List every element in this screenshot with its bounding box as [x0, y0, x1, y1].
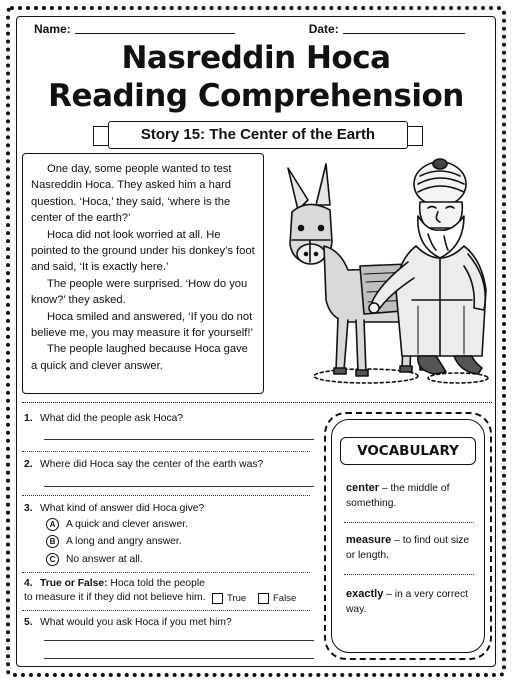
story-paragraph: The people laughed because Hoca gave a quick and clever answer. — [31, 343, 248, 372]
answer-option-c[interactable] — [46, 553, 143, 566]
false-checkbox[interactable] — [258, 593, 269, 604]
option-text: No answer at all. — [66, 554, 143, 565]
question-divider — [22, 495, 310, 496]
vocab-divider — [344, 522, 474, 523]
story-text-box — [22, 153, 264, 394]
question-divider — [22, 451, 310, 452]
vocab-item — [346, 481, 472, 511]
vocab-definition: – to find out size or length. — [346, 535, 470, 561]
story-paragraph: Hoca smiled and answered, ‘If you do not believe me, you may measure it for yourself!’ — [31, 310, 253, 340]
question-number: 5. — [24, 617, 33, 628]
story-paragraph: One day, some people wanted to test Nasreddin Hoca. They asked him a hard question. ‘Hoca,’ they said, ‘where is the center of the earth?’ — [31, 163, 232, 225]
section-divider — [22, 402, 492, 403]
vocab-word: center — [346, 482, 380, 494]
question-4 — [24, 577, 214, 605]
answer-line[interactable] — [44, 658, 314, 659]
question-divider — [22, 572, 310, 573]
option-letter-circle[interactable]: B — [46, 535, 59, 548]
name-label: Name: — [34, 22, 71, 36]
question-number: 1. — [24, 413, 33, 424]
false-option[interactable] — [258, 593, 296, 604]
vocab-definition: – in a very correct way. — [346, 589, 469, 615]
story-banner: Story 15: The Center of the Earth — [108, 121, 408, 149]
question-text: What would you ask Hoca if you met him? — [40, 617, 232, 628]
answer-option-a[interactable] — [46, 518, 188, 531]
question-2-answer-area — [24, 458, 310, 488]
date-field[interactable] — [343, 22, 465, 34]
question-number: 2. — [24, 459, 33, 470]
name-field[interactable] — [75, 22, 235, 34]
question-text: Hoca told the people to measure it if they did not believe him. — [24, 578, 206, 603]
answer-line[interactable] — [44, 439, 314, 440]
vocab-word: exactly — [346, 588, 384, 600]
vocabulary-title: VOCABULARY — [340, 437, 476, 465]
story-paragraph: Hoca did not look worried at all. He pointed to the ground under his donkey’s foot and said, ‘It is exactly here.’ — [31, 228, 255, 274]
question-number: 4. — [24, 578, 33, 589]
story-paragraph: The people were surprised. ‘How do you know?’ they asked. — [31, 277, 248, 307]
question-number: 3. — [24, 503, 33, 514]
vocab-word: measure — [346, 534, 392, 546]
vocab-item — [346, 587, 472, 617]
option-letter-circle[interactable]: A — [46, 518, 59, 531]
option-letter-circle[interactable]: C — [46, 553, 59, 566]
question-lead: True or False: — [40, 578, 108, 589]
vocab-definition: – the middle of something. — [346, 483, 450, 509]
option-text: A long and angry answer. — [66, 536, 182, 547]
question-text: What did the people ask Hoca? — [40, 413, 184, 424]
date-label: Date: — [308, 22, 339, 36]
false-label: False — [273, 593, 297, 604]
hoca-with-donkey-illustration — [268, 150, 494, 395]
true-option[interactable] — [212, 593, 246, 604]
title-line-1: Nasreddin Hoca — [121, 40, 391, 76]
question-text: Where did Hoca say the center of the earth was? — [40, 459, 264, 470]
answer-line[interactable] — [44, 486, 314, 487]
title-line-2: Reading Comprehension — [48, 78, 464, 114]
name-date-row — [34, 22, 484, 36]
question-divider — [22, 610, 310, 611]
true-checkbox[interactable] — [212, 593, 223, 604]
question-3 — [24, 502, 310, 516]
answer-option-b[interactable] — [46, 535, 182, 548]
question-text: What kind of answer did Hoca give? — [40, 503, 205, 514]
vocab-item — [346, 533, 472, 563]
vocab-divider — [344, 574, 474, 575]
question-5-answer-area — [24, 616, 310, 666]
true-label: True — [227, 593, 247, 604]
answer-line[interactable] — [44, 640, 314, 641]
option-text: A quick and clever answer. — [66, 519, 188, 530]
question-1-answer-area — [24, 412, 310, 442]
